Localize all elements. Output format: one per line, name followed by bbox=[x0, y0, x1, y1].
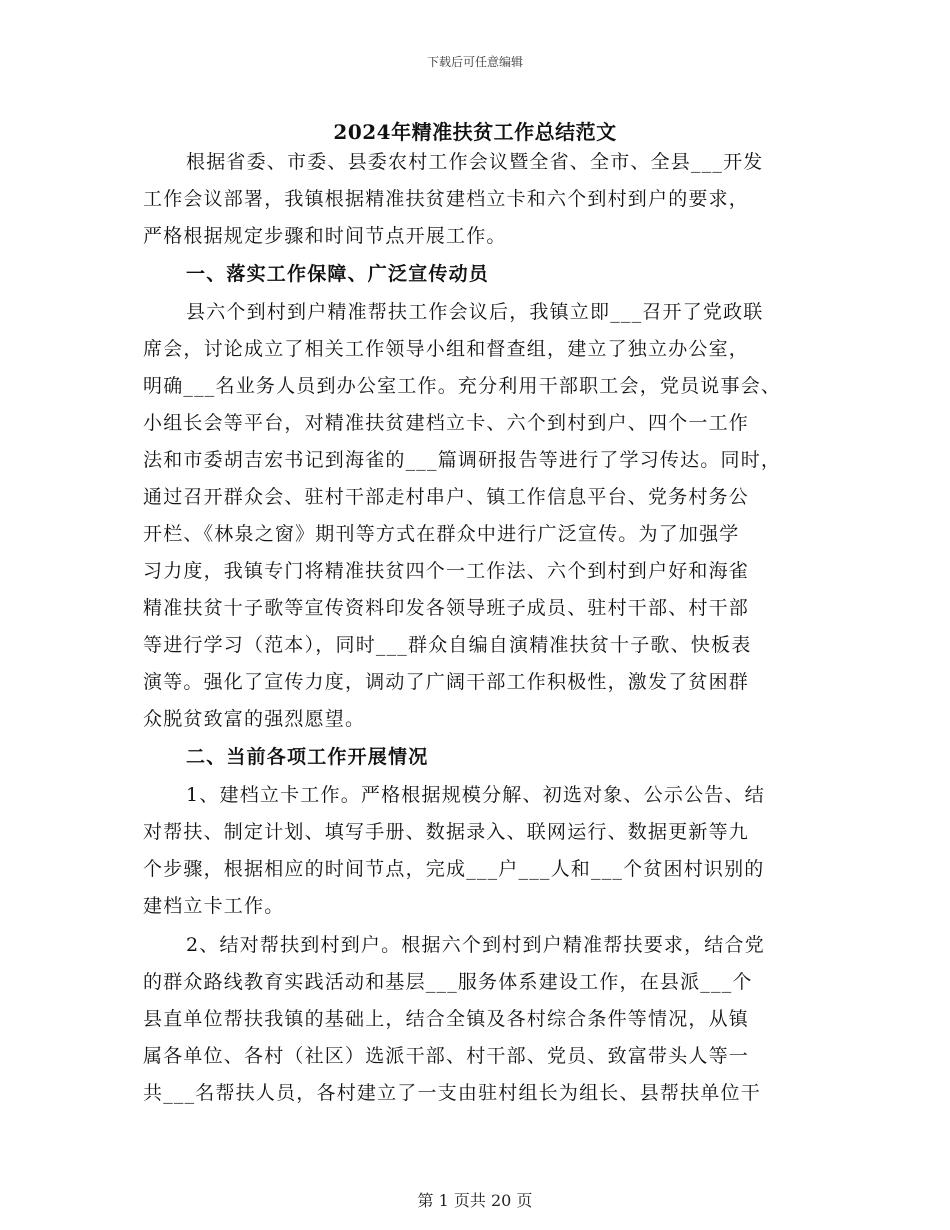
paragraph-line: 明确___名业务人员到办公室工作。充分利用干部职工会，党员说事会、 bbox=[143, 375, 782, 397]
paragraph-line: 建档立卡工作。 bbox=[143, 895, 285, 917]
document-title: 2024年精准扶贫工作总结范文 bbox=[333, 120, 617, 144]
paragraph-line: 席会，讨论成立了相关工作领导小组和督查组，建立了独立办公室， bbox=[143, 338, 750, 360]
paragraph-line: 1、建档立卡工作。严格根据规模分解、初选对象、公示公告、结 bbox=[186, 784, 765, 806]
paragraph-line: 法和市委胡吉宏书记到海雀的___篇调研报告等进行了学习传达。同时， bbox=[143, 449, 782, 471]
page-footer: 第 1 页共 20 页 bbox=[417, 1191, 533, 1210]
paragraph-line: 共___名帮扶人员，各村建立了一支由驻村组长为组长、县帮扶单位干 bbox=[143, 1082, 761, 1104]
paragraph-line: 等进行学习（范本），同时___群众自编自演精准扶贫十子歌、快板表 bbox=[143, 634, 752, 656]
paragraph-line: 演等。强化了宣传力度，调动了广阔干部工作积极性，激发了贫困群 bbox=[143, 671, 750, 693]
header-note: 下载后可任意编辑 bbox=[426, 55, 523, 69]
paragraph-line: 工作会议部署，我镇根据精准扶贫建档立卡和六个到村到户的要求， bbox=[143, 188, 750, 210]
section-heading: 二、当前各项工作开展情况 bbox=[186, 746, 429, 768]
paragraph-line: 习力度，我镇专门将精准扶贫四个一工作法、六个到村到户好和海雀 bbox=[143, 560, 750, 582]
paragraph-line: 县六个到村到户精准帮扶工作会议后，我镇立即___召开了党政联 bbox=[186, 301, 764, 323]
section-heading: 一、落实工作保障、广泛宣传动员 bbox=[186, 263, 490, 285]
paragraph-line: 2、结对帮扶到村到户。根据六个到村到户精准帮扶要求，结合党 bbox=[186, 934, 765, 956]
paragraph-line: 精准扶贫十子歌等宣传资料印发各领导班子成员、驻村干部、村干部 bbox=[143, 597, 750, 619]
paragraph-line: 通过召开群众会、驻村干部走村串户、镇工作信息平台、党务村务公 bbox=[143, 486, 750, 508]
paragraph-line: 开栏、《林泉之窗》期刊等方式在群众中进行广泛宣传。为了加强学 bbox=[143, 523, 740, 545]
paragraph-line: 对帮扶、制定计划、填写手册、数据录入、联网运行、数据更新等九 bbox=[143, 821, 750, 843]
paragraph-line: 根据省委、市委、县委农村工作会议暨全省、全市、全县___开发 bbox=[186, 151, 764, 173]
paragraph-line: 个步骤，根据相应的时间节点，完成___户___人和___个贫困村识别的 bbox=[143, 858, 765, 880]
paragraph-line: 众脱贫致富的强烈愿望。 bbox=[143, 708, 366, 730]
paragraph-line: 的群众路线教育实践活动和基层___服务体系建设工作，在县派___个 bbox=[143, 971, 753, 993]
paragraph-line: 小组长会等平台，对精准扶贫建档立卡、六个到村到户、四个一工作 bbox=[143, 412, 750, 434]
paragraph-line: 属各单位、各村（社区）选派干部、村干部、党员、致富带头人等一 bbox=[143, 1045, 750, 1067]
paragraph-line: 严格根据规定步骤和时间节点开展工作。 bbox=[143, 225, 507, 247]
paragraph-line: 县直单位帮扶我镇的基础上，结合全镇及各村综合条件等情况，从镇 bbox=[143, 1008, 750, 1030]
